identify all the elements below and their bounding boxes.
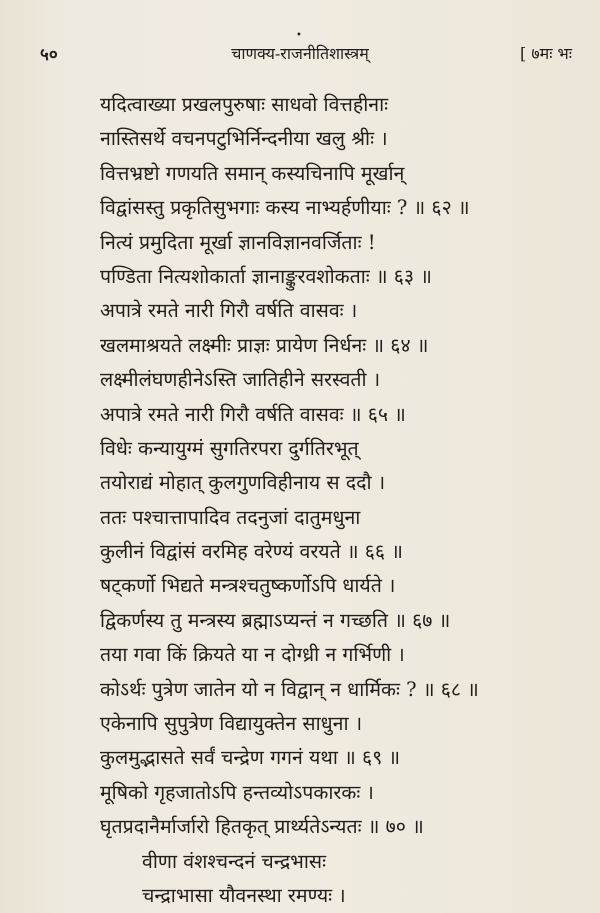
verse-line: तयोराद्यं मोहात् कुलगुणविहीनाय स ददौ । [100, 471, 386, 495]
verse-line: वित्तभ्रष्टो गणयति समान् कस्यचिनापि मूर्खान् [100, 161, 405, 185]
verse-line: एकेनापि सुपुत्रेण विद्यायुक्तेन साधुना । [100, 712, 363, 736]
verse-line: विद्वांसस्तु प्रकृतिसुभगाः कस्य नाभ्यर्हणीयाः ? ॥ ६२ ॥ [100, 196, 470, 220]
verse-line: नास्तिसर्थे वचनपटुभिर्निन्दनीया खलु श्रीः । [100, 127, 388, 151]
verse-line: षट्कर्णो भिद्यते मन्त्रश्चतुष्कर्णोऽपि धार्यते । [100, 574, 396, 598]
page-number: ५० [40, 45, 58, 65]
verse-line: पण्डिता नित्यशोकार्ता ज्ञानाङ्कुरवशोकताः ॥ ६३ ॥ [100, 264, 432, 288]
verse-line: कोऽर्थः पुत्रेण जातेन यो न विद्वान् न धार्मिकः ? ॥ ६८ ॥ [100, 677, 479, 701]
verse-line: यदित्वाख्या प्रखलपुरुषाः साधवो वित्तहीनाः [100, 93, 389, 116]
chapter-mark: [ ७मः भः [519, 44, 572, 63]
verse-line: ततः पश्चात्तापादिव तदनुजां दातुमधुना [100, 505, 361, 529]
verse-line: विधेः कन्यायुग्मं सुगतिरपरा दुर्गतिरभूत् [100, 436, 359, 460]
verse-line: घृतप्रदानैर्मार्जारो हितकृत् प्रार्थ्यतेऽन्यतः ॥ ७० ॥ [100, 815, 424, 839]
verse-block [100, 88, 590, 913]
running-title: चाणक्य-राजनीतिशास्त्रम् [231, 44, 369, 63]
verse-line: कुलीनं विद्वांसं वरमिह वरेण्यं वरयते ॥ ६६ ॥ [100, 540, 403, 564]
verse-line: खलमाश्रयते लक्ष्मीः प्राज्ञः प्रायेण निर्धनः ॥ ६४ ॥ [100, 333, 429, 357]
verse-line: नित्यं प्रमुदिता मूर्खा ज्ञानविज्ञानवर्जिताः ! [100, 230, 376, 254]
verse-line: तया गवा किं क्रियते या न दोग्ध्री न गर्भिणी । [100, 643, 405, 667]
verse-line: वीणा वंशश्चन्दनं चन्द्रभासः [142, 849, 327, 873]
verse-line: अपात्रे रमते नारी गिरौ वर्षति वासवः । [100, 299, 358, 323]
verse-line: लक्ष्मीलंघणहीनेऽस्ति जातिहीने सरस्वती । [100, 368, 381, 392]
verse-line: मूषिको गृहजातोऽपि हन्तव्योऽपकारकः । [100, 780, 374, 804]
verse-line: द्विकर्णस्य तु मन्त्रस्य ब्रह्माऽप्यन्तं न गच्छति ॥ ६७ ॥ [100, 608, 451, 632]
verse-line: चन्द्राभासा यौवनस्था रमण्यः । [142, 883, 346, 907]
header-dot-mark: • [296, 30, 302, 41]
verse-line: अपात्रे रमते नारी गिरौ वर्षति वासवः ॥ ६५ ॥ [100, 402, 406, 426]
page-header [0, 30, 600, 66]
verse-line: कुलमुद्भासते सर्वं चन्द्रेण गगनं यथा ॥ ६९ ॥ [100, 746, 401, 770]
